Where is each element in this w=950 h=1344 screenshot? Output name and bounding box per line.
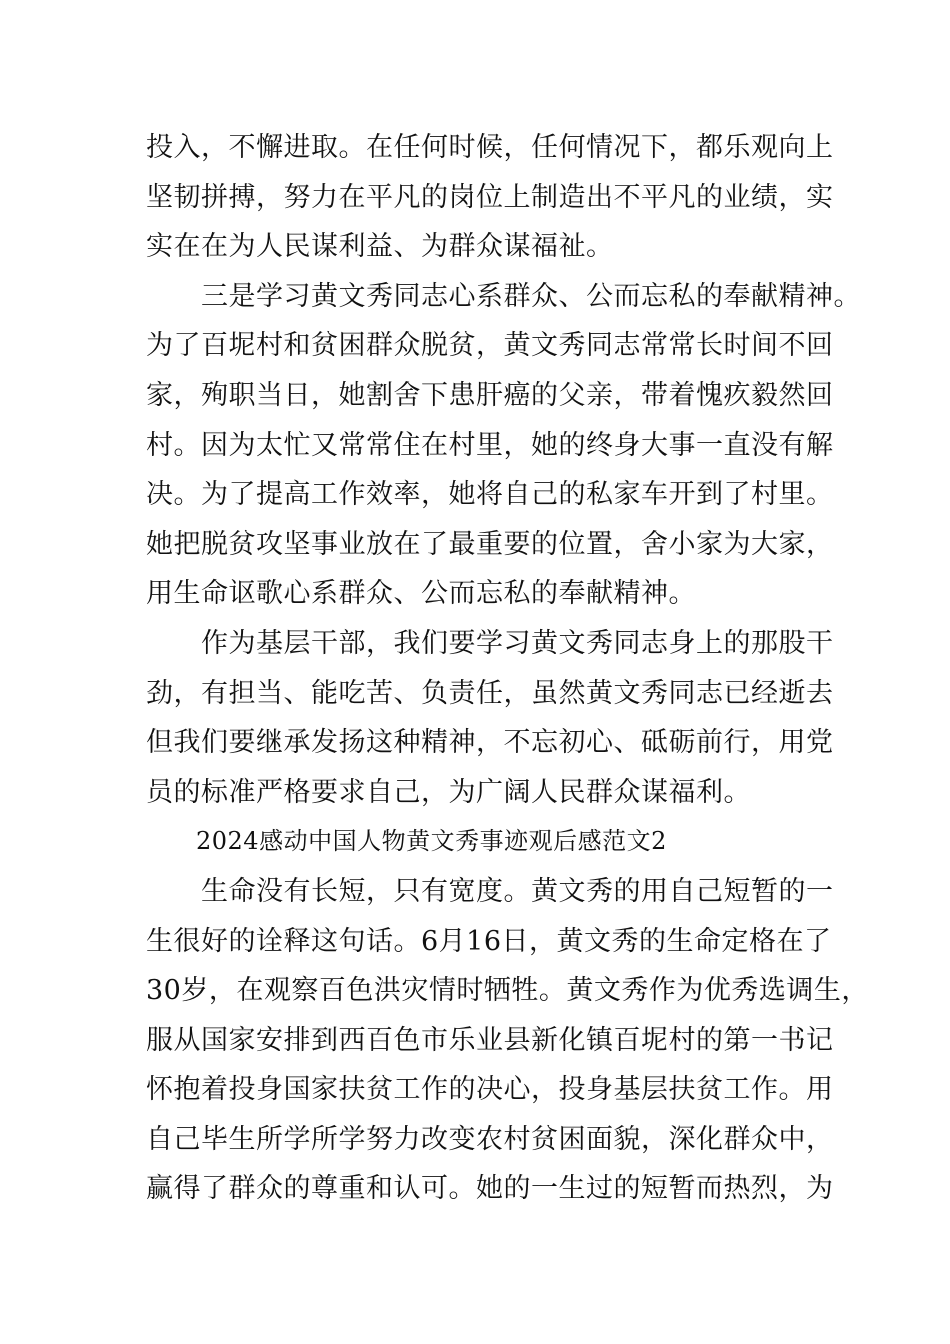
text-line: 为了百坭村和贫困群众脱贫，黄文秀同志常常长时间不回 — [146, 330, 834, 362]
text-line: 她把脱贫攻坚事业放在了最重要的位置，舍小家为大家， — [146, 528, 834, 560]
text-line: 生很好的诠释这句话。6月16日，黄文秀的生命定格在了 — [146, 925, 832, 957]
text-line: 劲，有担当、能吃苦、负责任，虽然黄文秀同志已经逝去 — [146, 677, 834, 709]
text-line: 投入，不懈进取。在任何时候，任何情况下，都乐观向上 — [146, 132, 834, 163]
text-line: 怀抱着投身国家扶贫工作的决心，投身基层扶贫工作。用 — [146, 1074, 834, 1106]
text-line: 家，殉职当日，她割舍下患肝癌的父亲，带着愧疚毅然回 — [146, 379, 834, 411]
text-line: 但我们要继承发扬这种精神，不忘初心、砥砺前行，用党 — [146, 727, 834, 759]
paragraph-start-line: 生命没有长短，只有宽度。黄文秀的用自己短暂的一 — [201, 875, 834, 907]
text-line: 用生命讴歌心系群众、公而忘私的奉献精神。 — [146, 578, 696, 610]
text-line: 员的标准严格要求自己，为广阔人民群众谋福利。 — [146, 776, 751, 808]
text-line: 决。为了提高工作效率，她将自己的私家车开到了村里。 — [146, 479, 834, 511]
text-line: 坚韧拼搏，努力在平凡的岗位上制造出不平凡的业绩，实 — [146, 181, 834, 213]
text-line: 村。因为太忙又常常住在村里，她的终身大事一直没有解 — [146, 429, 834, 461]
section-heading: 2024感动中国人物黄文秀事迹观后感范文2 — [196, 827, 667, 856]
text-line: 自己毕生所学所学努力改变农村贫困面貌，深化群众中， — [146, 1123, 834, 1155]
paragraph-start-line: 作为基层干部，我们要学习黄文秀同志身上的那股干 — [201, 627, 834, 659]
text-line: 实在在为人民谋利益、为群众谋福祉。 — [146, 231, 614, 263]
paragraph-start-line: 三是学习黄文秀同志心系群众、公而忘私的奉献精神。 — [201, 280, 861, 312]
text-line: 30岁，在观察百色洪灾情时牺牲。黄文秀作为优秀选调生， — [146, 975, 869, 1007]
text-line: 服从国家安排到西百色市乐业县新化镇百坭村的第一书记 — [146, 1024, 834, 1056]
text-line: 赢得了群众的尊重和认可。她的一生过的短暂而热烈，为 — [146, 1173, 834, 1205]
body-text — [146, 123, 869, 1214]
